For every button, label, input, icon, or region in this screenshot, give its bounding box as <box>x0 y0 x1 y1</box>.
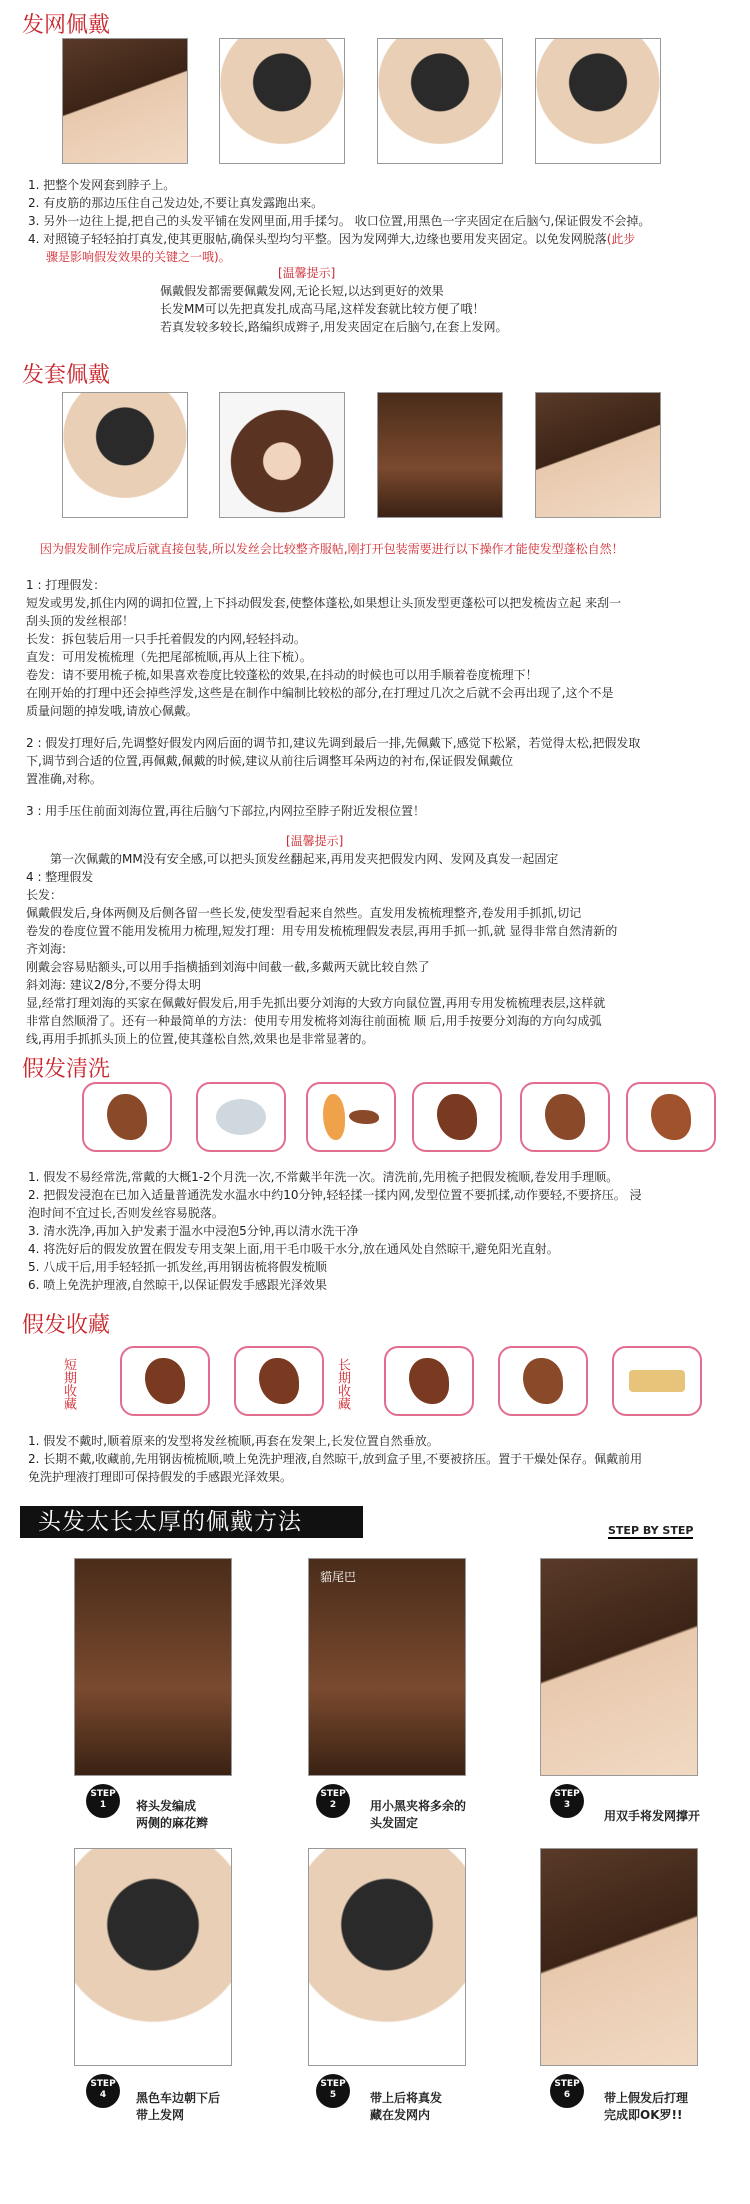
step6-photo <box>540 1848 698 2066</box>
wig-line-2: 短发或男发,抓住内网的调扣位置,上下抖动假发套,使整体蓬松,如果想让头顶发型更蓬松可以把发梳齿立起 来刮一 <box>26 596 622 610</box>
step-by-step-label: STEP BY STEP <box>608 1524 694 1537</box>
step4-text <box>136 2090 220 2124</box>
section-title-storage: 假发收藏 <box>22 1313 111 1338</box>
wig-line-10: 2 : 假发打理好后,先调整好假发内网后面的调节扣,建议先调到最后一排,先佩戴下,感觉下松紧，若觉得太松,把假发取 <box>26 736 641 750</box>
wash-step-6: 6. 喷上免洗护理液,自然晾干,以保证假发手感跟光泽效果 <box>28 1278 327 1292</box>
section-title-wig: 发套佩戴 <box>22 363 111 388</box>
wig-line-1: 1 : 打理假发： <box>26 578 106 592</box>
wig-l2-3: 佩戴假发后,身体两侧及后侧各留一些长发,使发型看起来自然些。直发用发梳梳理整齐,卷发用手抓抓,切记 <box>26 906 582 920</box>
step4-badge: STEP 4 <box>86 2074 120 2108</box>
wig-stand-icon <box>120 1346 210 1416</box>
wig-l2-10: 线,再用手抓抓头顶上的位置,使其蓬松自然,效果也是非常显著的。 <box>26 1032 374 1046</box>
wig-instructions <box>26 576 640 820</box>
hairnet-photo-4 <box>535 38 661 164</box>
short-term-label: 短期收藏 <box>61 1358 76 1410</box>
box-icon <box>612 1346 702 1416</box>
wig-photo-1 <box>62 392 188 518</box>
step1-text-1: 将头发编成 <box>136 1799 197 1813</box>
wig-tip-text: 第一次佩戴的MM没有安全感,可以把头顶发丝翻起来,再用发夹把假发内网、发网及真发一起固定 <box>50 852 559 866</box>
storage-step-1: 1. 假发不戴时,顺着原来的发型将发丝梳顺,再套在发架上,长发位置自然垂放。 <box>28 1434 439 1448</box>
hairnet-step-4-red: (此步 <box>606 232 636 246</box>
hairnet-step-4-text: 4. 对照镜子轻轻拍打真发,使其更服帖,确保头型均匀平整。因为发网弹大,边缘也要用发夹固定。以免发网脱落 <box>28 232 607 246</box>
section-title-hairnet: 发网佩戴 <box>22 13 111 38</box>
step3-photo <box>540 1558 698 1776</box>
hairnet-tip-3: 若真发较多较长,路编织成辫子,用发夹固定在后脑勺,在套上发网。 <box>160 320 508 334</box>
step2-text <box>370 1798 466 1832</box>
wash-step-5: 5. 八成干后,用手轻轻抓一抓发丝,再用钢齿梳将假发梳顺 <box>28 1260 327 1274</box>
wash-step-2: 2. 把假发浸泡在已加入适量普通洗发水温水中约10分钟,轻轻揉一揉内网,发型位置不要抓揉,动作要轻,不要挤压。 浸 <box>28 1188 642 1202</box>
shampoo-icon <box>306 1082 396 1152</box>
wash-step-2b: 泡时间不宜过长,否则发丝容易脱落。 <box>28 1206 224 1220</box>
hairnet-tip-title: [温馨提示] <box>278 266 336 280</box>
step4-text-2: 带上发网 <box>136 2108 185 2122</box>
wig-line-7: 在刚开始的打理中还会掉些浮发,这些是在制作中编制比较松的部分,在打理过几次之后就不会再出现了,这个不是 <box>26 686 614 700</box>
wig-l2-9: 非常自然顺滑了。还有一种最简单的方法：使用专用发梳将刘海往前面梳 顺 后,用手按要分刘海的方向勾成弧 <box>26 1014 602 1028</box>
hairnet-tip-1: 佩戴假发都需要佩戴发网,无论长短,以达到更好的效果 <box>160 284 444 298</box>
wig-line-9 <box>26 720 640 734</box>
wig-l2-4: 卷发的卷度位置不能用发梳用力梳理,短发打理：用专用发梳梳理假发表层,再用手抓一抓,就 显得非常自然清新的 <box>26 924 618 938</box>
wig-l2-1: 4 : 整理假发 <box>26 870 94 884</box>
wig-instructions-4 <box>26 868 617 1048</box>
wig-photo-3 <box>377 392 503 518</box>
comb-icon-2 <box>384 1346 474 1416</box>
step3-badge: STEP 3 <box>550 1784 584 1818</box>
comb-icon <box>82 1082 172 1152</box>
wig-line-13 <box>26 788 640 802</box>
step5-text <box>370 2090 442 2124</box>
hairnet-photo-1 <box>62 38 188 164</box>
wig-line-4: 长发：拆包装后用一只手托着假发的内网,轻轻抖动。 <box>26 632 306 646</box>
wig-line-6: 卷发：请不要用梳子梳,如果喜欢卷度比较蓬松的效果,在抖动的时候也可以用手顺着卷度梳理下！ <box>26 668 538 682</box>
step2-photo <box>308 1558 466 1776</box>
step4-photo <box>74 1848 232 2066</box>
wig-line-12: 置准确,对称。 <box>26 772 102 786</box>
hairnet-tips <box>160 282 507 336</box>
wig-notice: 因为假发制作完成后就直接包装,所以发丝会比较整齐服帖,刚打开包装需要进行以下操作才能使发型蓬松自然！ <box>40 542 624 556</box>
step5-text-2: 藏在发网内 <box>370 2108 431 2122</box>
hairnet-tip-2: 长发MM可以先把真发扎成高马尾,这样发套就比较方便了哦！ <box>160 302 485 316</box>
hairnet-steps <box>28 176 650 266</box>
hairnet-step-4-note: 骤是影响假发效果的关键之一哦)。 <box>46 250 231 264</box>
step6-text <box>604 2090 688 2124</box>
wig-line-3: 刮头顶的发丝根部！ <box>26 614 135 628</box>
step5-text-1: 带上后将真发 <box>370 2091 443 2105</box>
step2-badge: STEP 2 <box>316 1784 350 1818</box>
wig-net-icon <box>412 1082 502 1152</box>
step1-text <box>136 1798 208 1832</box>
basin-icon <box>196 1082 286 1152</box>
wig-l2-6: 刚戴会容易贴额头,可以用手指横插到刘海中间截一截,多戴两天就比较自然了 <box>26 960 430 974</box>
storage-step-2b: 免洗护理液打理即可保持假发的手感跟光泽效果。 <box>28 1470 293 1484</box>
step1-photo <box>74 1558 232 1776</box>
storage-step-2: 2. 长期不戴,收藏前,先用钢齿梳梳顺,喷上免洗护理液,自然晾干,放到盒子里,不要被挤压。置于干燥处保存。佩戴前用 <box>28 1452 643 1466</box>
long-term-label: 长期收藏 <box>335 1358 350 1410</box>
hairnet-photo-3 <box>377 38 503 164</box>
hairnet-step-3: 3. 另外一边往上提,把自己的头发平铺在发网里面,用手揉匀。 收口位置,用黑色一字夹固定在后脑勺,保证假发不会掉。 <box>28 214 651 228</box>
hairnet-step-4 <box>28 230 650 248</box>
step4-text-1: 黑色车边朝下后 <box>136 2091 221 2105</box>
wig-l2-7: 斜刘海: 建议2/8分,不要分得太明 <box>26 978 201 992</box>
wig-line-5: 直发：可用发梳梳理（先把尾部梳顺,再从上往下梳）。 <box>26 650 312 664</box>
wig-stand-icon-2 <box>234 1346 324 1416</box>
wig-photo-2 <box>219 392 345 518</box>
step1-badge: STEP 1 <box>86 1784 120 1818</box>
spray-icon <box>520 1082 610 1152</box>
hairnet-step-1: 1. 把整个发网套到脖子上。 <box>28 178 176 192</box>
spray-icon-2 <box>498 1346 588 1416</box>
step2-text-2: 头发固定 <box>370 1816 419 1830</box>
wash-step-1: 1. 假发不易经常洗,常戴的大概1-2个月洗一次,不常戴半年洗一次。清洗前,先用梳子把假发梳顺,卷发用手理顺。 <box>28 1170 619 1184</box>
hairnet-step-2: 2. 有皮筋的那边压住自己发边处,不要让真发露跑出来。 <box>28 196 324 210</box>
step1-text-2: 两侧的麻花辫 <box>136 1816 209 1830</box>
wig-l2-8: 显,经常打理刘海的买家在佩戴好假发后,用手先抓出要分刘海的大致方向鼠位置,再用专用发梳梳理表层,这样就 <box>26 996 606 1010</box>
step5-photo <box>308 1848 466 2066</box>
section-title-washing: 假发清洗 <box>22 1057 111 1082</box>
long-hair-banner: 头发太长太厚的佩戴方法 <box>20 1506 363 1538</box>
storage-steps <box>28 1432 642 1486</box>
wash-step-4: 4. 将洗好后的假发放置在假发专用支架上面,用干毛巾吸干水分,放在通风处自然晾干,避免阳光直射。 <box>28 1242 559 1256</box>
wash-step-3: 3. 清水洗净,再加入护发素于温水中浸泡5分钟,再以清水洗干净 <box>28 1224 359 1238</box>
step3-text <box>604 1808 700 1825</box>
wig-tip-title: [温馨提示] <box>286 834 344 848</box>
step6-badge: STEP 6 <box>550 2074 584 2108</box>
wig-line-11: 下,调节到合适的位置,再佩戴,佩戴的时候,建议从前往后调整耳朵两边的衬布,保证假发佩戴位 <box>26 754 514 768</box>
step2-text-1: 用小黑夹将多余的 <box>370 1799 467 1813</box>
wig-l2-2: 长发： <box>26 888 63 902</box>
step3-text-1: 用双手将发网撑开 <box>604 1809 701 1823</box>
step6-text-1: 带上假发后打理 <box>604 2091 689 2105</box>
step5-badge: STEP 5 <box>316 2074 350 2108</box>
wig-l2-5: 齐刘海: <box>26 942 67 956</box>
washing-steps <box>28 1168 642 1294</box>
wig-line-14: 3 : 用手压住前面刘海位置,再往后脑勺下部拉,内网拉至脖子附近发根位置！ <box>26 804 425 818</box>
watermark: 貓尾巴 <box>320 1570 357 1584</box>
step6-text-2: 完成即OK罗!! <box>604 2108 683 2122</box>
dry-wig-icon <box>626 1082 716 1152</box>
wig-photo-4 <box>535 392 661 518</box>
hairnet-photo-2 <box>219 38 345 164</box>
wig-line-8: 质量问题的掉发哦,请放心佩戴。 <box>26 704 198 718</box>
